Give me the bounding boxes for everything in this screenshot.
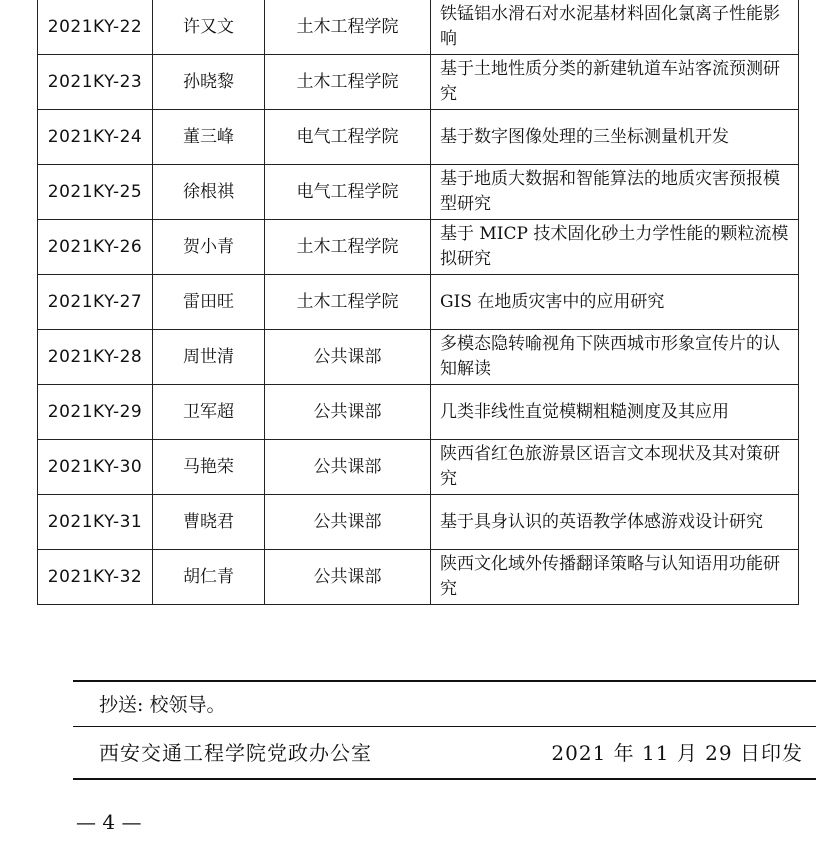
project-id-cell: 2021KY-27 xyxy=(38,275,153,330)
department-cell: 公共课部 xyxy=(265,330,431,385)
table-row xyxy=(38,55,799,110)
project-title-cell: 几类非线性直觉模糊粗糙测度及其应用 xyxy=(431,385,799,440)
table-row xyxy=(38,440,799,495)
department-cell: 公共课部 xyxy=(265,550,431,605)
project-title-cell: 陕西文化域外传播翻译策略与认知语用功能研究 xyxy=(431,550,799,605)
table-row xyxy=(38,0,799,55)
project-id-cell: 2021KY-28 xyxy=(38,330,153,385)
project-id-cell: 2021KY-31 xyxy=(38,495,153,550)
name-cell: 董三峰 xyxy=(153,110,265,165)
project-id-cell: 2021KY-22 xyxy=(38,0,153,55)
cc-line: 抄送: 校领导。 xyxy=(99,694,226,716)
table-row xyxy=(38,550,799,605)
name-cell: 许又文 xyxy=(153,0,265,55)
issuer-office: 西安交通工程学院党政办公室 xyxy=(99,741,372,765)
project-id-cell: 2021KY-29 xyxy=(38,385,153,440)
project-id-cell: 2021KY-23 xyxy=(38,55,153,110)
name-cell: 孙晓黎 xyxy=(153,55,265,110)
table-row xyxy=(38,165,799,220)
table-row xyxy=(38,330,799,385)
project-title-cell: 基于具身认识的英语教学体感游戏设计研究 xyxy=(431,495,799,550)
table-row xyxy=(38,495,799,550)
name-cell: 周世清 xyxy=(153,330,265,385)
footer-middle-rule xyxy=(73,726,816,727)
department-cell: 土木工程学院 xyxy=(265,55,431,110)
project-title-cell: 基于数字图像处理的三坐标测量机开发 xyxy=(431,110,799,165)
table-row xyxy=(38,110,799,165)
project-id-cell: 2021KY-25 xyxy=(38,165,153,220)
department-cell: 电气工程学院 xyxy=(265,165,431,220)
name-cell: 胡仁青 xyxy=(153,550,265,605)
department-cell: 土木工程学院 xyxy=(265,0,431,55)
name-cell: 雷田旺 xyxy=(153,275,265,330)
table-row xyxy=(38,385,799,440)
name-cell: 曹晓君 xyxy=(153,495,265,550)
project-table-body xyxy=(38,0,799,605)
project-title-cell: 基于 MICP 技术固化砂土力学性能的颗粒流模拟研究 xyxy=(431,220,799,275)
project-table xyxy=(37,0,799,605)
project-title-cell: 陕西省红色旅游景区语言文本现状及其对策研究 xyxy=(431,440,799,495)
project-title-cell: 多模态隐转喻视角下陕西城市形象宣传片的认知解读 xyxy=(431,330,799,385)
project-id-cell: 2021KY-32 xyxy=(38,550,153,605)
footer-bottom-rule xyxy=(73,778,816,780)
department-cell: 公共课部 xyxy=(265,385,431,440)
name-cell: 卫军超 xyxy=(153,385,265,440)
name-cell: 徐根祺 xyxy=(153,165,265,220)
department-cell: 公共课部 xyxy=(265,495,431,550)
project-title-cell: 铁锰铝水滑石对水泥基材料固化氯离子性能影响 xyxy=(431,0,799,55)
department-cell: 土木工程学院 xyxy=(265,220,431,275)
footer-top-rule xyxy=(73,680,816,682)
department-cell: 公共课部 xyxy=(265,440,431,495)
project-title-cell: 基于土地性质分类的新建轨道车站客流预测研究 xyxy=(431,55,799,110)
name-cell: 贺小青 xyxy=(153,220,265,275)
project-id-cell: 2021KY-24 xyxy=(38,110,153,165)
department-cell: 土木工程学院 xyxy=(265,275,431,330)
project-id-cell: 2021KY-30 xyxy=(38,440,153,495)
table-row xyxy=(38,275,799,330)
page-number: — 4 — xyxy=(76,810,142,834)
issue-date: 2021 年 11 月 29 日印发 xyxy=(551,741,803,765)
project-title-cell: 基于地质大数据和智能算法的地质灾害预报模型研究 xyxy=(431,165,799,220)
project-title-cell: GIS 在地质灾害中的应用研究 xyxy=(431,275,799,330)
department-cell: 电气工程学院 xyxy=(265,110,431,165)
table-row xyxy=(38,220,799,275)
name-cell: 马艳荣 xyxy=(153,440,265,495)
project-id-cell: 2021KY-26 xyxy=(38,220,153,275)
